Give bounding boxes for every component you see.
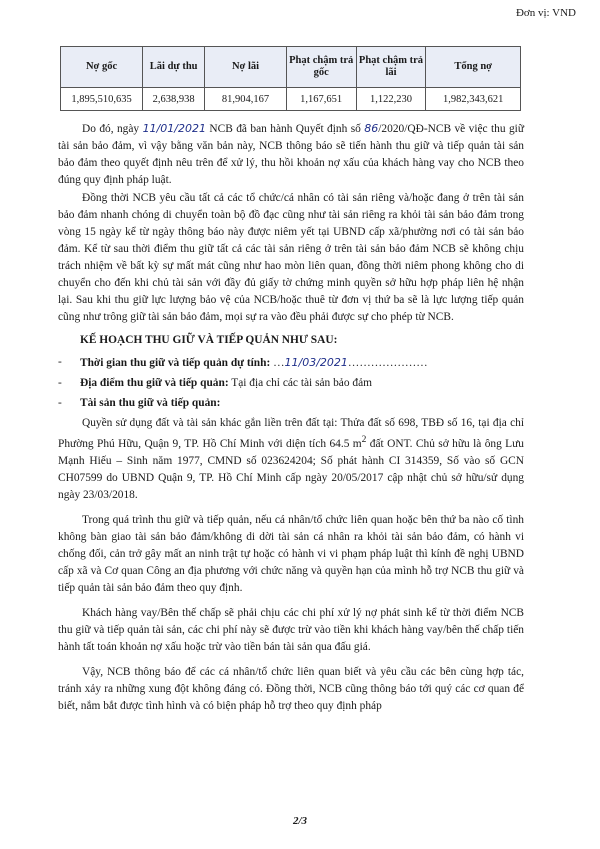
unit-label: Đơn vị: VND: [515, 7, 576, 19]
debt-table: [60, 46, 521, 111]
col-header-late-principal-penalty: Phạt chậm trả gốc: [286, 47, 356, 88]
cell-total-debt: 1,982,343,621: [426, 88, 521, 111]
item-label: Địa điểm thu giữ và tiếp quản:: [80, 377, 229, 389]
list-item-time: [58, 354, 524, 372]
list-item-asset: [58, 395, 524, 412]
item-value: Tại địa chỉ các tài sản bảo đảm: [231, 377, 373, 389]
document-body: [58, 120, 524, 715]
dash: -: [58, 356, 62, 368]
col-header-total-debt: Tổng nợ: [426, 47, 521, 88]
text: Do đó, ngày: [82, 123, 140, 135]
table-row: [61, 88, 521, 111]
list-item-location: [58, 375, 524, 392]
page-number: 2/3: [292, 815, 308, 827]
item-label: Tài sản thu giữ và tiếp quản:: [80, 397, 221, 409]
cell-interest-debt: 81,904,167: [205, 88, 287, 111]
dots: …: [273, 357, 285, 369]
paragraph-obstruction: Trong quá trình thu giữ và tiếp quản, nếu cá nhân/tổ chức liên quan hoặc bên thứ ba nào cố tình không bàn giao tài sản bảo đảm/không di dời tài sản cá nhân ra khỏi tài sản bảo đảm, có hành vi chống đối, cản trở gây mất an ninh trật tự hoặc có hành vi vi phạm pháp luật thì kính đề nghị UBND cấp xã và Cơ quan Công an địa phương với chức năng và quyền hạn của mình hỗ trợ NCB thu giữ và tiếp quản tài sản bảo đảm theo quy định.: [58, 513, 524, 594]
cell-late-interest-penalty: 1,122,230: [356, 88, 426, 111]
dots: …………………: [347, 357, 428, 369]
col-header-interest-debt: Nợ lãi: [205, 47, 287, 88]
text: /2020/QĐ-NCB về việc thu giữ tài sản bảo đảm, vì vậy bằng văn bản này, NCB thông báo sẽ tiến hành thu giữ và tiếp quản tài sản bảo đảm theo quyết định nêu trên để xử lý, thu hồi khoản nợ xấu của khách hàng vay cho NCB theo đúng quy định pháp luật.: [58, 123, 525, 186]
text: NCB đã ban hành Quyết định số: [209, 123, 361, 135]
item-label: Thời gian thu giữ và tiếp quản dự tính:: [80, 357, 271, 369]
paragraph-decision: [58, 120, 524, 189]
paragraph-notice: Vậy, NCB thông báo để các cá nhân/tổ chức liên quan biết và yêu cầu các bên cùng hợp tác, tránh xảy ra những xung đột không đáng có. Đồng thời, NCB cũng thông báo tới quý các cơ quan để biết, nắm bắt được tình hình và có biện pháp hỗ trợ theo quy định pháp: [58, 665, 524, 712]
cell-late-principal-penalty: 1,167,651: [286, 88, 356, 111]
text: đất ONT. Chủ sở hữu là ông Lưu Mạnh Hiếu – Sinh năm 1977, CMND số 023624204; Số phát hành CI 314359, Số vào số GCN CH07599 do UBND Quận 9, TP. Hồ Chí Minh cấp ngày 20/05/2017 cập nhật chủ sở hữu/sử dụng ngày 23/03/2018.: [58, 437, 525, 501]
col-header-accrued-interest: Lãi dự thu: [143, 47, 205, 88]
text: Quyền sử dụng đất và tài sản khác gắn liền trên đất tại: Thửa đất số 698, TBĐ số 16, tại địa chỉ Phường Phú Hữu, Quận 9, TP. Hồ Chí Minh với diện tích 64.5 m: [58, 417, 524, 450]
dash: -: [58, 377, 62, 389]
plan-heading: KẾ HOẠCH THU GIỮ VÀ TIẾP QUẢN NHƯ SAU:: [80, 334, 338, 346]
handwritten-decision-number: 86: [364, 122, 379, 135]
paragraph-requirements: Đồng thời NCB yêu cầu tất cả các tổ chức/cá nhân có tài sản riêng và/hoặc đang ở trên tài sản bảo đảm nhanh chóng di chuyển toàn bộ đồ đạc cũng như tài sản riêng ra khỏi tài sản bảo đảm trong vòng 15 ngày kể từ ngày thông báo này được niêm yết tại UBND cấp xã/phường nơi có tài sản bảo đảm. Kể từ sau thời điểm thu giữ tất cả các tài sản riêng ở trên tài sản bảo đảm NCB sẽ không chịu trách nhiệm về bất kỳ sự mất mát cũng như hao mòn liên quan, đồng thời niêm phong không cho di chuyển cho đến khi chủ tài sản với đầy đủ giấy tờ chứng minh quyền sở hữu hợp pháp liên hệ nhận lại. Sau khi thu giữ lực lượng bảo vệ của NCB/hoặc thuê từ đơn vị thứ ba sẽ là lực lượng tiếp quản cũng như trông giữ tài sản bảo đảm, mọi sự ra vào đều phải được sự cho phép từ NCB.: [58, 192, 524, 323]
paragraph-costs: Khách hàng vay/Bên thế chấp sẽ phải chịu các chi phí xử lý nợ phát sinh kể từ thời điểm NCB thu giữ và tiếp quản tài sản, các chi phí này sẽ được trừ vào tiền khi khách hàng vay/bên thế chấp tiến hành tất toán khoản nợ xấu hoặc trừ vào tiền bán tài sản qua đấu giá.: [58, 606, 524, 653]
col-header-late-interest-penalty: Phạt chậm trả lãi: [356, 47, 426, 88]
dash: -: [58, 397, 62, 409]
debt-table-header: [61, 47, 521, 88]
cell-principal: 1,895,510,635: [61, 88, 143, 111]
superscript: 2: [361, 435, 367, 445]
paragraph-asset-description: [58, 415, 524, 504]
cell-accrued-interest: 2,638,938: [143, 88, 205, 111]
col-header-principal: Nợ gốc: [61, 47, 143, 88]
handwritten-date: 11/01/2021: [142, 122, 206, 135]
handwritten-seizure-date: 11/03/2021: [284, 356, 348, 369]
